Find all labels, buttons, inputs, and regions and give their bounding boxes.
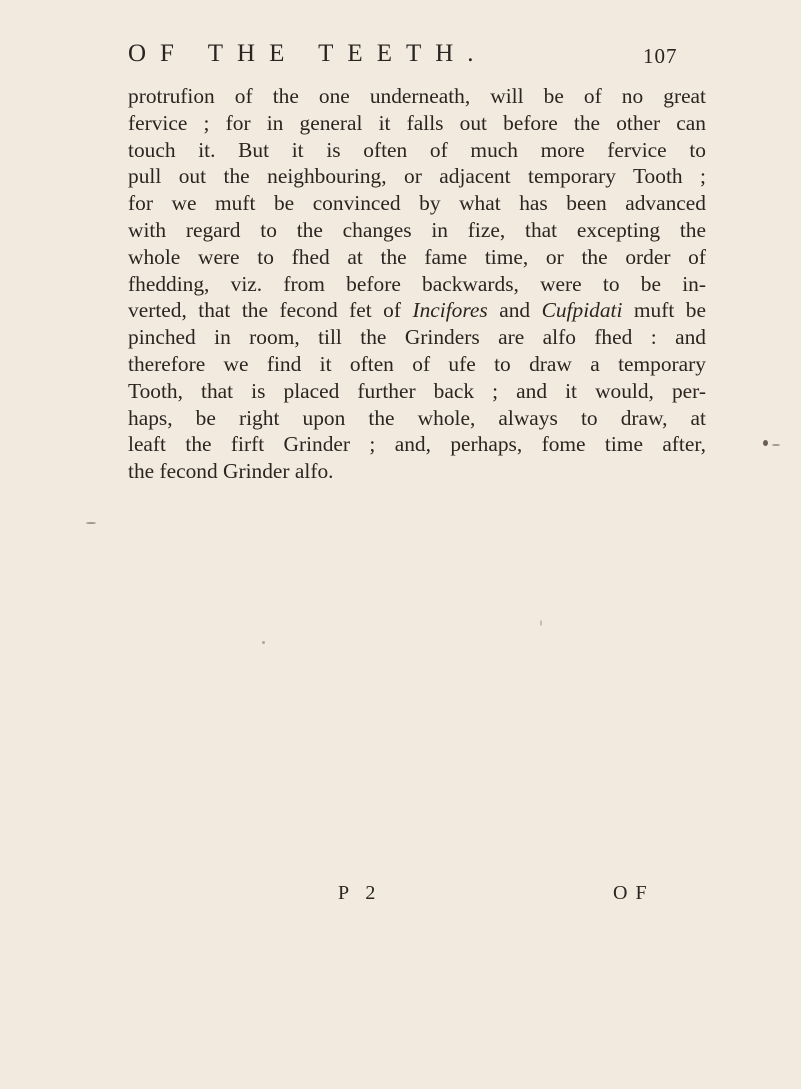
catchword: OF [613,882,655,904]
text-fragment: and [487,298,542,323]
text-line: pull out the neighbouring, or adjacent temporary Tooth ; [128,164,706,189]
page-number: 107 [643,44,678,68]
running-head: OF THE TEETH. [128,40,488,67]
italic-term-cuspidati: Cufpidati [541,298,623,323]
text-line: therefore we find it often of ufe to draw a temporary [128,351,706,376]
text-line: whole were to fhed at the fame time, or the order of [128,244,706,269]
paper-speck [763,440,768,446]
text-line: for we muft be convinced by what has been advanced [128,191,706,216]
text-line: fervice ; for in general it falls out before the other can [128,110,706,135]
text-line: protrufion of the one underneath, will be of no great [128,84,706,108]
paper-speck [772,444,780,446]
text-line: haps, be right upon the whole, always to draw, at [128,405,706,430]
signature-mark: P 2 [338,882,382,904]
text-fragment: muft be [622,298,706,323]
text-line: fhedding, viz. from before backwards, were to be in- [128,271,706,296]
text-line: leaft the firft Grinder ; and, perhaps, fome time after, [128,432,706,457]
text-line: touch it. But it is often of much more fervice to [128,137,706,162]
paper-speck [540,620,542,626]
text-line: the fecond Grinder alfo. [128,459,334,484]
paper-speck [262,641,265,644]
text-line: with regard to the changes in fize, that excepting the [128,217,706,242]
text-line: Tooth, that is placed further back ; and it would, per- [128,378,706,403]
text-fragment: verted, that the fecond fet of [128,298,413,323]
paper-speck [86,522,96,524]
text-line-with-italics [128,297,706,324]
text-line: pinched in room, till the Grinders are alfo fhed : and [128,325,706,350]
italic-term-incisores: Incifores [412,298,488,323]
body-text [128,83,706,485]
